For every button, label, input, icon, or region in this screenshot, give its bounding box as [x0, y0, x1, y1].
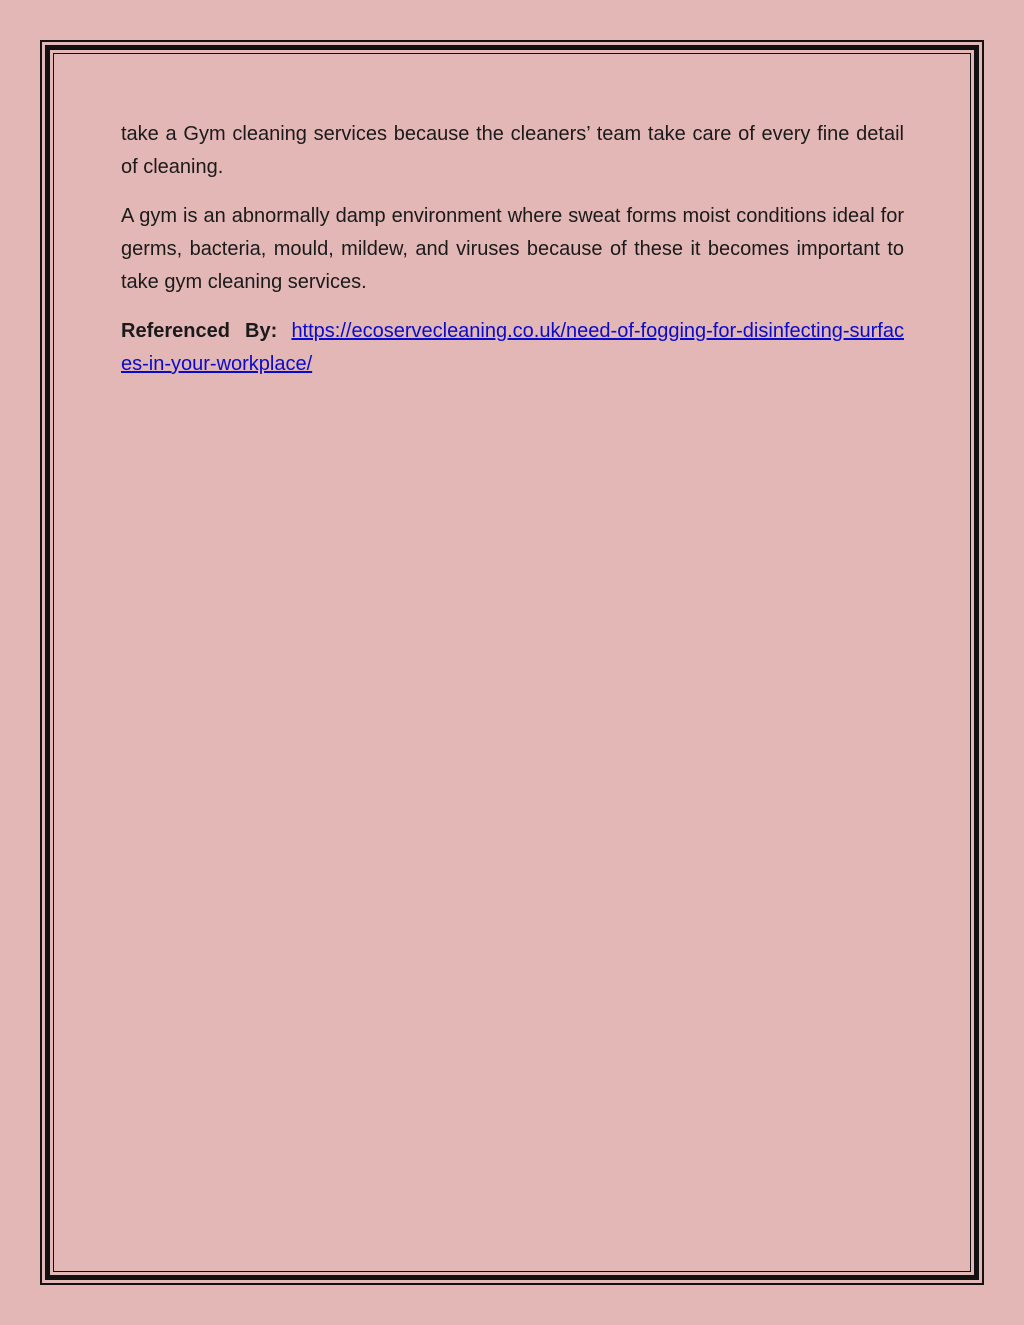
document-body: [121, 118, 904, 397]
reference-link[interactable]: https://ecoservecleaning.co.uk/need-of-fogging-for-disinfecting-surfaces-in-your-workplace/: [121, 320, 904, 375]
paragraph-gym-environment: A gym is an abnormally damp environment where sweat forms moist conditions ideal for germs, bacteria, mould, mildew, and viruses because of these it becomes important to take gym cleaning services.: [121, 205, 904, 293]
reference-line: [121, 315, 904, 381]
paragraph-intro: take a Gym cleaning services because the cleaners’ team take care of every fine detail of cleaning.: [121, 123, 904, 178]
reference-label: Referenced By:: [121, 320, 278, 342]
